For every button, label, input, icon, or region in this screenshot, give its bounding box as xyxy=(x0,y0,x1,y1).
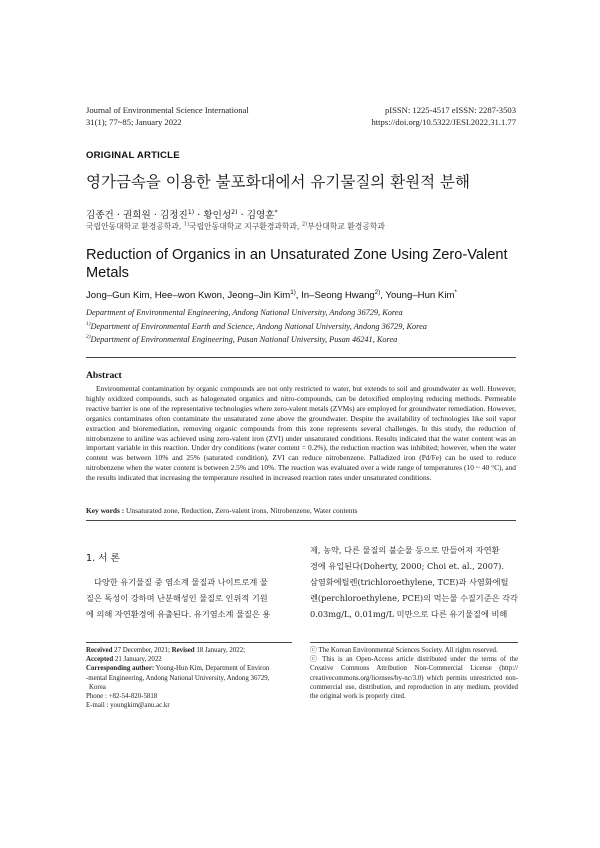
revised-label: Revised xyxy=(171,647,195,654)
history-line xyxy=(86,655,296,664)
revised-date: 18 January, 2022; xyxy=(194,647,246,654)
affiliation-text: 부산대학교 환경공학과 xyxy=(307,222,385,231)
affiliation-mark: 2) xyxy=(231,208,238,216)
body-line: 0.03mg/L, 0.01mg/L 미만으로 다른 유기물질에 비해 xyxy=(310,609,508,619)
phone-number: Phone : +82-54-820-5818 xyxy=(86,693,158,701)
author-names: , In–Seong Hwang xyxy=(295,290,375,301)
issn-numbers: pISSN: 1225-4517 eISSN: 2287-3503 xyxy=(384,105,516,115)
corresponding-line xyxy=(86,664,296,673)
affiliation-text: 국립안동대학교 지구환경과학과, xyxy=(189,222,300,231)
journal-volume: 31(1); 77~85; January 2022 xyxy=(86,117,182,127)
author-names: , Young–Hun Kim xyxy=(380,290,455,301)
author-separator: · xyxy=(237,210,247,221)
received-label: Received xyxy=(86,647,113,654)
affiliation-line xyxy=(86,320,427,334)
affiliation-line xyxy=(86,333,427,347)
body-column-right xyxy=(310,542,518,622)
body-line: 제, 농약, 다른 물질의 불순물 등으로 만들어져 자연환 xyxy=(310,545,500,555)
body-column-left xyxy=(86,574,292,622)
author-separator: · xyxy=(113,210,123,221)
affiliation-mark: 2) xyxy=(86,334,91,341)
affiliation-line: Department of Environmental Engineering, Andong National University, Andong 36729, Korea xyxy=(86,308,403,317)
english-authors xyxy=(86,290,457,301)
author-name: 김정진 xyxy=(159,210,188,221)
author-separator: · xyxy=(194,210,204,221)
footnote-divider xyxy=(310,642,518,643)
affiliation-text: Department of Environmental Earth and Science, Andong National University, Andong 36729, Korea xyxy=(90,321,427,331)
footnote-divider xyxy=(86,642,292,643)
affiliation-mark: 1) xyxy=(290,288,296,296)
keywords-label: Key words : xyxy=(86,506,125,515)
author-separator: · xyxy=(150,210,160,221)
affiliation-text: Department of Environmental Engineering, Pusan National University, Pusan 46241, Korea xyxy=(90,335,398,344)
doi-link[interactable]: https://doi.org/10.5322/JESI.2022.31.1.77 xyxy=(371,117,516,127)
corresponding-label: Corresponding author: xyxy=(86,665,155,673)
english-affiliations xyxy=(86,306,427,347)
history-line xyxy=(86,646,296,655)
accepted-date: 21 January, 2022 xyxy=(113,656,162,664)
author-name: 황인성 xyxy=(203,210,232,221)
keywords xyxy=(86,506,516,515)
body-line: 질은 독성이 강하며 난분해성인 물질로 인위적 기원 xyxy=(86,593,268,603)
email-address[interactable]: E-mail : youngkim@anu.ac.kr xyxy=(86,702,170,710)
korean-title: 영가금속을 이용한 불포화대에서 유기물질의 환원적 분해 xyxy=(86,173,470,191)
divider xyxy=(86,357,516,358)
corresponding-line: -mental Engineering, Andong National University, Andong 36729, xyxy=(86,674,270,682)
body-line: 경에 유입된다(Doherty, 2000; Choi et. al., 2007). xyxy=(310,561,504,571)
copyright-line: ⓒ The Korean Environmental Sciences Society. All rights reserved. xyxy=(310,647,498,654)
abstract-heading: Abstract xyxy=(86,370,122,381)
author-name: 권희원 xyxy=(122,210,151,221)
english-title: Reduction of Organics in an Unsaturated Zone Using Zero-Valent Metals xyxy=(86,247,508,281)
corresponding-text: Young-Hun Kim, Department of Environ xyxy=(154,665,270,673)
affiliation-text: 국립안동대학교 환경공학과, xyxy=(86,222,182,231)
author-name: 김종건 xyxy=(86,210,114,221)
korean-authors xyxy=(86,207,278,221)
affiliation-mark: 1) xyxy=(86,320,91,327)
korean-affiliations xyxy=(86,221,385,232)
affiliation-mark: 1) xyxy=(183,221,190,228)
divider xyxy=(86,520,516,521)
body-line: 다양한 유기물질 중 염소계 물질과 나이트로계 물 xyxy=(94,577,268,587)
body-line: 렌(perchloroethylene, PCE)의 먹는물 수질기준은 각각 xyxy=(310,593,518,603)
body-line: 삼염화에틸렌(trichloroethylene, TCE)과 사염화에틸 xyxy=(310,577,509,587)
body-line: 에 의해 자연환경에 유출된다. 유기염소계 물질은 용 xyxy=(86,609,271,619)
corresponding-mark: * xyxy=(454,288,457,296)
copyright-footnote xyxy=(310,646,518,701)
accepted-label: Accepted xyxy=(86,656,114,664)
journal-name: Journal of Environmental Science International xyxy=(86,105,249,115)
article-type: ORIGINAL ARTICLE xyxy=(86,150,180,161)
journal-citation xyxy=(86,104,249,128)
author-name: 김영훈 xyxy=(246,210,275,221)
article-history-footnote xyxy=(86,646,296,710)
abstract-body: Environmental contamination by organic compounds are not only restricted to water, but extends to soil and groundwater as well. However, highly oxidized compounds, such as halogenated organics and nitro-compounds, can be detoxified employing reducing methods. Permeable reactive barrier is one of the representative technologies where zero-valent metals (ZVMs) are employed for groundwater remediation. However, organics contaminates often contaminate the unsaturated zone above the groundwater. Despite the availability of technologies like soil vapor extraction and bioremediation, removing organic compounds from this zone represents several challenges. In this study, the reduction of nitrobenzene to aniline was achieved using zero-valent iron (ZVI) under unsaturated conditions. Results indicated that the water content was an important variable in this reaction. Under dry conditions (water content = 0.2%), the reduction reaction was inhibited; however, when the water content was between 10% and 25% (saturated condition), ZVI can reduce nitrobenzene. Palladized iron (Pd/Fe) can be used to reduce nitrobenzene when the water content is between 2.5% and 10%. The reaction was evaluated over a wide range of temperatures (10 ~ 40 °C), and the results indicated that increasing the temperature resulted in increased reaction rates under unsaturated conditions. xyxy=(86,384,516,483)
issn-block xyxy=(371,104,516,128)
received-date: 27 December, 2021; xyxy=(112,647,172,654)
keywords-list: Unsaturated zone, Reduction, Zero-valent irons, Nitrobenzene, Water contents xyxy=(124,506,358,515)
license-text: ⓒ This is an Open-Access article distributed under the terms of the Creative Commons Attribution Non-Commercial License (http:// creativecommons.org/licenses/by-nc/3.0) which permits unrestricted non-commercial use, distribution, and reproduction in any medium, provided the original work is properly cited. xyxy=(310,656,518,701)
corresponding-line: Korea xyxy=(89,683,106,691)
corresponding-mark: * xyxy=(274,208,278,216)
author-names: Jong–Gun Kim, Hee–won Kwon, Jeong–Jin Kim xyxy=(86,290,291,301)
section-heading: 1. 서 론 xyxy=(86,553,120,564)
affiliation-mark: 2) xyxy=(301,221,308,228)
affiliation-mark: 1) xyxy=(187,208,195,216)
affiliation-mark: 2) xyxy=(374,288,381,296)
